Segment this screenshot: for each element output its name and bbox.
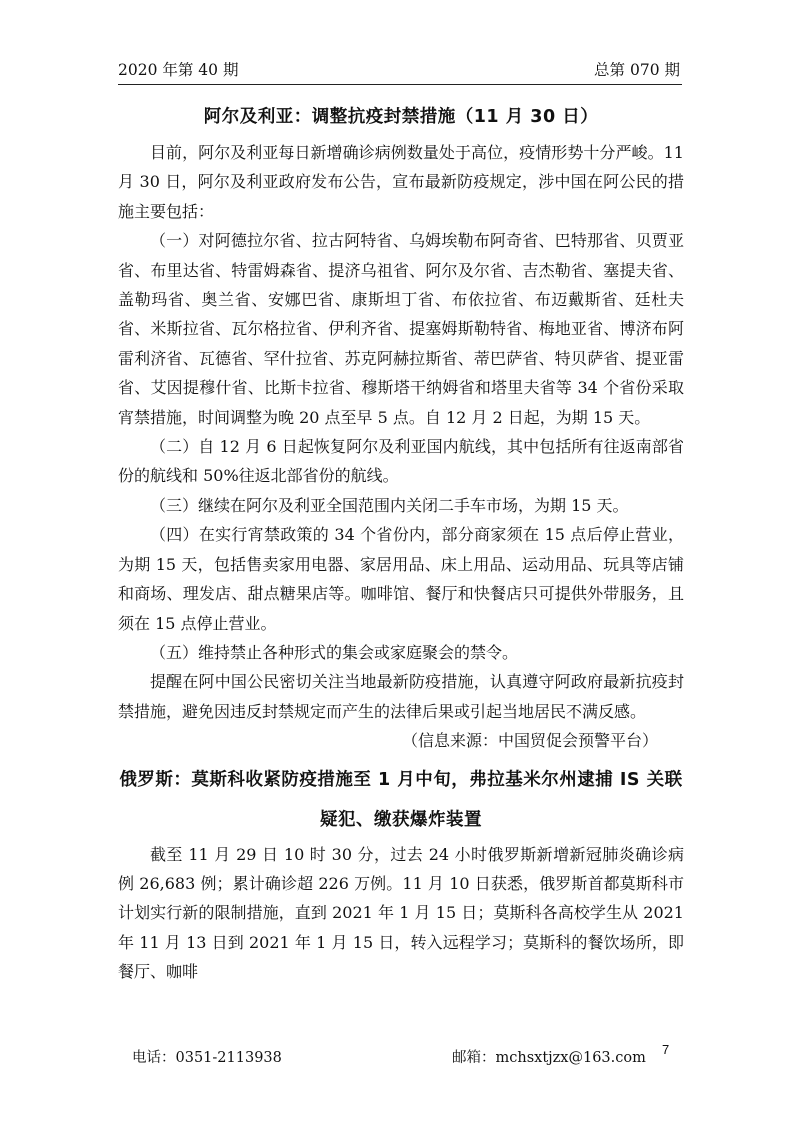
paragraph: （五）维持禁止各种形式的集会或家庭聚会的禁令。 bbox=[150, 642, 519, 662]
paragraph: （二）自 12 月 6 日起恢复阿尔及利亚国内航线，其中包括所有往返南部省份的航线和 50%往返北部省份的航线。 bbox=[118, 437, 684, 486]
paragraph: （三）继续在阿尔及利亚全国范围内关闭二手车市场，为期 15 天。 bbox=[150, 495, 629, 515]
article-title: 阿尔及利亚：调整抗疫封禁措施（11 月 30 日） bbox=[203, 107, 599, 127]
page-footer bbox=[118, 1042, 688, 1066]
page-number: 7 bbox=[662, 1042, 670, 1057]
paragraph: 截至 11 月 29 日 10 时 30 分，过去 24 小时俄罗斯新增新冠肺炎确诊病例 26,683 例；累计确诊超 226 万例。11 月 10 日获悉，俄罗斯首都莫斯科市计划实行新的限制措施，直到 2021 年 1 月 15 日；莫斯科各高校学生从 2021 年 11 月 13 日到 2021 年 1 月 15 日，转入远程学习；莫斯科的餐饮场所，即餐厅、咖啡 bbox=[118, 844, 684, 982]
footer-email: 邮箱：mchsxtjzx@163.com bbox=[452, 1050, 646, 1066]
source-note: （信息来源：中国贸促会预警平台） bbox=[401, 731, 658, 751]
issue-number: 2020 年第 40 期 bbox=[118, 61, 239, 79]
paragraph: （一）对阿德拉尔省、拉古阿特省、乌姆埃勒布阿奇省、巴特那省、贝贾亚省、布里达省、特雷姆森省、提济乌祖省、阿尔及尔省、吉杰勒省、塞提夫省、盖勒玛省、奥兰省、安娜巴省、康斯坦丁省、布依拉省、布迈戴斯省、廷杜夫省、米斯拉省、瓦尔格拉省、伊利齐省、提塞姆斯勒特省、梅地亚省、博济布阿雷利济省、瓦德省、罕什拉省、苏克阿赫拉斯省、蒂巴萨省、特贝萨省、提亚雷省、艾因提穆什省、比斯卡拉省、穆斯塔干纳姆省和塔里夫省等 34 个省份采取宵禁措施，时间调整为晚 20 点至早 5 点。自 12 月 2 日起，为期 15 天。 bbox=[118, 231, 684, 427]
page-body bbox=[118, 100, 684, 987]
paragraph: 目前，阿尔及利亚每日新增确诊病例数量处于高位，疫情形势十分严峻。11 月 30 日，阿尔及利亚政府发布公告，宣布最新防疫规定，涉中国在阿公民的措施主要包括： bbox=[118, 143, 684, 221]
footer-phone: 电话：0351-2113938 bbox=[132, 1050, 282, 1066]
article-russia bbox=[118, 760, 684, 987]
paragraph: （四）在实行宵禁政策的 34 个省份内，部分商家须在 15 点后停止营业，为期 15 天，包括售卖家用电器、家居用品、床上用品、运动用品、玩具等店铺和商场、理发店、甜点糖果店等。咖啡馆、餐厅和快餐店只可提供外带服务，且须在 15 点停止营业。 bbox=[118, 525, 684, 633]
page-header bbox=[118, 58, 682, 80]
article-algeria bbox=[118, 100, 684, 756]
article-title: 俄罗斯：莫斯科收紧防疫措施至 1 月中旬，弗拉基米尔州逮捕 IS 关联疑犯、缴获爆炸装置 bbox=[119, 769, 683, 830]
total-issue-number: 总第 070 期 bbox=[594, 61, 680, 79]
paragraph: 提醒在阿中国公民密切关注当地最新防疫措施，认真遵守阿政府最新抗疫封禁措施，避免因违反封禁规定而产生的法律后果或引起当地居民不满反感。 bbox=[118, 672, 684, 721]
header-rule bbox=[118, 84, 682, 85]
